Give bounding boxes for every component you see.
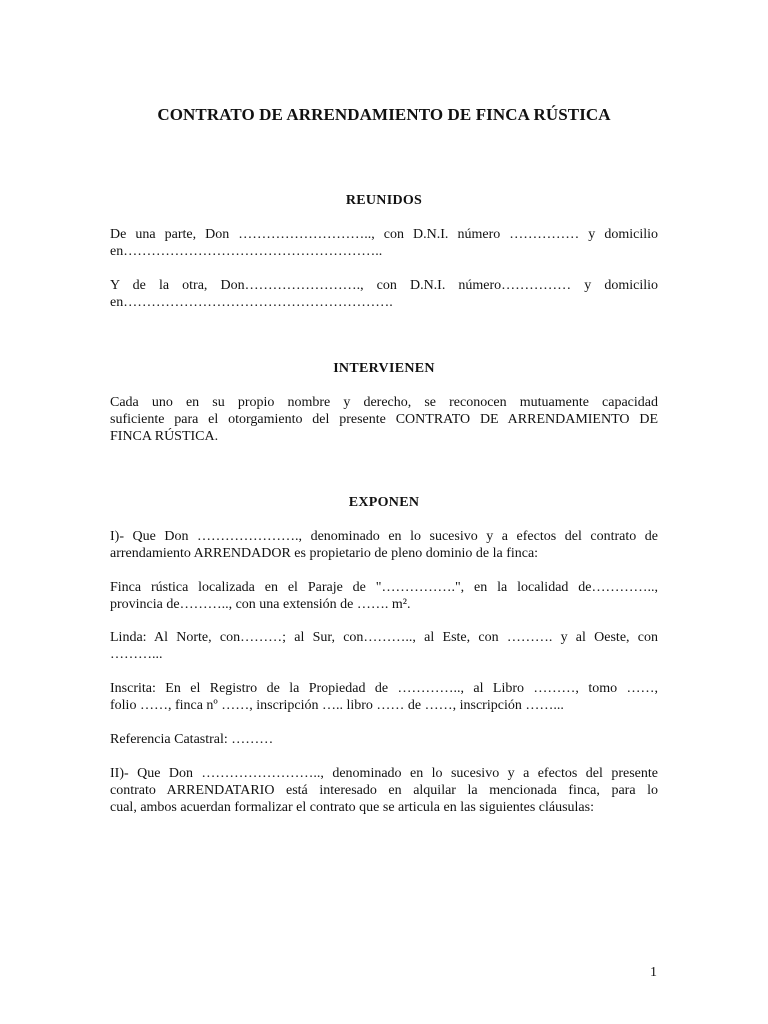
text-line: Linda: Al Norte, con………; al Sur, con……….., al Este, con ………. y al Oeste, con (110, 630, 658, 645)
text-line: cual, ambos acuerdan formalizar el contrato que se articula en las siguientes cláusulas: (110, 800, 594, 815)
text-line: suficiente para el otorgamiento del presente CONTRATO DE ARRENDAMIENTO DE (110, 412, 658, 427)
text-line: Inscrita: En el Registro de la Propiedad de ………….., al Libro ………, tomo ……, (110, 681, 658, 696)
heading-intervienen: INTERVIENEN (333, 361, 435, 376)
text-line: De una parte, Don ……………………….., con D.N.I. número …………… y domicilio (110, 227, 658, 242)
paragraph-exponen-1 (110, 528, 658, 562)
text-line: II)- Que Don …………………….., denominado en lo sucesivo y a efectos del presente (110, 766, 658, 781)
text-line: ………... (110, 647, 163, 662)
heading-exponen: EXPONEN (348, 495, 420, 510)
text-line: arrendamiento ARRENDADOR es propietario de pleno dominio de la finca: (110, 546, 539, 561)
paragraph-exponen-inscrita (110, 680, 658, 714)
text-line: FINCA RÚSTICA. (110, 429, 219, 444)
page-number: 1 (650, 965, 657, 980)
text-line: Referencia Catastral: ……… (110, 732, 274, 747)
paragraph-exponen-2 (110, 765, 658, 816)
document-title: CONTRATO DE ARRENDAMIENTO DE FINCA RÚSTICA (157, 105, 611, 124)
text-line: provincia de……….., con una extensión de ……. m². (110, 597, 411, 612)
text-line: I)- Que Don …………………., denominado en lo sucesivo y a efectos del contrato de (110, 529, 658, 544)
paragraph-intervienen (110, 394, 658, 445)
text-line: Cada uno en su propio nombre y derecho, se reconocen mutuamente capacidad (110, 395, 658, 410)
text-line: folio ……, finca nº ……, inscripción ….. libro …… de ……, inscripción ……... (110, 698, 564, 713)
text-line: en……………………………………………….. (110, 244, 383, 259)
paragraph-exponen-linda (110, 629, 658, 663)
text-line: contrato ARRENDATARIO está interesado en alquilar la mencionada finca, para lo (110, 783, 658, 798)
paragraph-exponen-referencia-catastral (110, 731, 658, 748)
text-line: Y de la otra, Don……………………., con D.N.I. número…………… y domicilio (110, 278, 658, 293)
text-line: en…………………………………………………. (110, 295, 393, 310)
paragraph-reunidos-parte-2 (110, 277, 658, 311)
text-line: Finca rústica localizada en el Paraje de "…………….", en la localidad de………….., (110, 580, 658, 595)
paragraph-reunidos-parte-1 (110, 226, 658, 260)
heading-reunidos: REUNIDOS (345, 193, 423, 208)
paragraph-exponen-finca (110, 579, 658, 613)
